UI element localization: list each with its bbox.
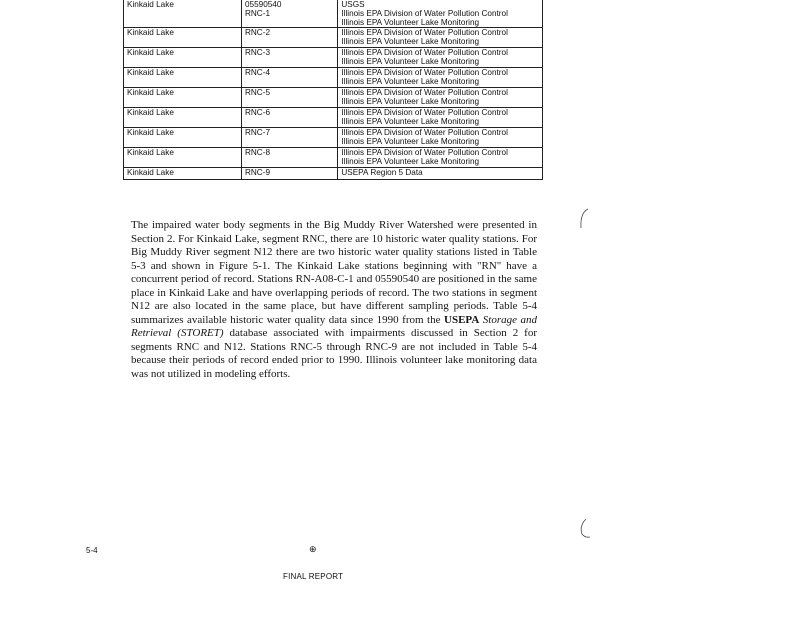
station-id: RNC-9 — [244, 168, 271, 177]
agency-line: Illinois EPA Volunteer Lake Monitoring — [341, 77, 480, 86]
stations-table-body — [124, 0, 543, 180]
table-row — [124, 108, 543, 128]
station-cell — [241, 28, 337, 48]
agency-line: USGS — [341, 0, 365, 9]
station-id: RNC-3 — [244, 48, 271, 57]
table-row — [124, 88, 543, 108]
station-cell — [241, 148, 337, 168]
stations-table — [123, 0, 543, 180]
lake-cell: Kinkaid Lake — [124, 48, 242, 68]
agency-line: Illinois EPA Division of Water Pollution Control — [341, 108, 508, 117]
registration-mark-icon: ⊕ — [309, 544, 317, 554]
agency-cell — [338, 128, 543, 148]
station-id: RNC-7 — [244, 128, 271, 137]
agency-line: Illinois EPA Division of Water Pollution Control — [341, 128, 508, 137]
lake-cell: Kinkaid Lake — [124, 88, 242, 108]
station-cell — [241, 108, 337, 128]
agency-line: Illinois EPA Division of Water Pollution Control — [341, 88, 508, 97]
station-cell — [241, 168, 337, 180]
lake-cell: Kinkaid Lake — [124, 28, 242, 48]
agency-line: Illinois EPA Division of Water Pollution Control — [341, 9, 508, 18]
agency-cell — [338, 0, 543, 28]
station-id: RNC-2 — [244, 28, 271, 37]
lake-cell: Kinkaid Lake — [124, 108, 242, 128]
station-id: RNC-5 — [244, 88, 271, 97]
agency-line: Illinois EPA Volunteer Lake Monitoring — [341, 137, 480, 146]
lake-cell: Kinkaid Lake — [124, 148, 242, 168]
usepa-text: USEPA — [444, 313, 480, 326]
agency-cell — [338, 28, 543, 48]
body-paragraph — [131, 219, 537, 381]
table-row — [124, 68, 543, 88]
paragraph-part2: database associated with impairments discussed in Section 2 for segments RNC and N12. Stations RNC-5 through RNC-9 are not included in Table 5-4 because their periods of record ended prior to 1990. Illinois volunteer lake monitoring data was not utilized in modeling efforts. — [131, 327, 538, 380]
station-id: 05590540 — [244, 0, 282, 9]
paragraph-part1: The impaired water body segments in the Big Muddy River Watershed were presented in Section 2. For Kinkaid Lake, segment RNC, there are 10 historic water quality stations. For Big Muddy River segment N12 there are two historic water quality stations listed in Table 5-3 and shown in Figure 5-1. The Kinkaid Lake stations beginning with "RN" have a concurrent period of record. Stations RN-A08-C-1 and 05590540 are positioned in the same place in Kinkaid Lake and have overlapping periods of record. The two stations in segment N12 are also located in the same place, but have different sampling periods. Table 5-4 summarizes available historic water quality data since 1990 from the — [131, 219, 537, 326]
agency-line: Illinois EPA Division of Water Pollution Control — [341, 68, 508, 77]
agency-line: Illinois EPA Division of Water Pollution Control — [341, 48, 508, 57]
station-cell — [241, 128, 337, 148]
agency-cell — [338, 88, 543, 108]
station-id: RNC-6 — [244, 108, 271, 117]
scan-artifact-bracket-bottom — [578, 518, 590, 540]
page-number: 5-4 — [86, 546, 98, 555]
agency-line: Illinois EPA Volunteer Lake Monitoring — [341, 18, 480, 27]
agency-cell — [338, 68, 543, 88]
agency-line: Illinois EPA Volunteer Lake Monitoring — [341, 97, 480, 106]
footer-final-report: FINAL REPORT — [283, 572, 344, 581]
agency-cell — [338, 148, 543, 168]
lake-cell: Kinkaid Lake — [124, 168, 242, 180]
lake-cell: Kinkaid Lake — [124, 128, 242, 148]
station-id: RNC-4 — [244, 68, 271, 77]
table-row — [124, 168, 543, 180]
agency-cell — [338, 108, 543, 128]
station-id: RNC-8 — [244, 148, 271, 157]
agency-line: Illinois EPA Volunteer Lake Monitoring — [341, 157, 480, 166]
table-row — [124, 28, 543, 48]
station-cell — [241, 68, 337, 88]
agency-line: Illinois EPA Volunteer Lake Monitoring — [341, 37, 480, 46]
lake-cell: Kinkaid Lake — [124, 0, 242, 28]
station-id-secondary: RNC-1 — [244, 9, 271, 18]
scan-artifact-bracket-top — [578, 208, 590, 230]
station-cell — [241, 88, 337, 108]
table-row — [124, 128, 543, 148]
lake-cell: Kinkaid Lake — [124, 68, 242, 88]
agency-line: Illinois EPA Volunteer Lake Monitoring — [341, 117, 480, 126]
storet-text: Storage and Retrieval (STORET) — [131, 313, 538, 339]
agency-line: Illinois EPA Division of Water Pollution Control — [341, 148, 508, 157]
agency-line: USEPA Region 5 Data — [341, 168, 423, 177]
agency-cell — [338, 168, 543, 180]
table-row — [124, 148, 543, 168]
agency-line: Illinois EPA Volunteer Lake Monitoring — [341, 57, 480, 66]
station-cell — [241, 48, 337, 68]
table-row — [124, 0, 543, 28]
station-cell — [241, 0, 337, 28]
agency-line: Illinois EPA Division of Water Pollution Control — [341, 28, 508, 37]
agency-cell — [338, 48, 543, 68]
table-row — [124, 48, 543, 68]
